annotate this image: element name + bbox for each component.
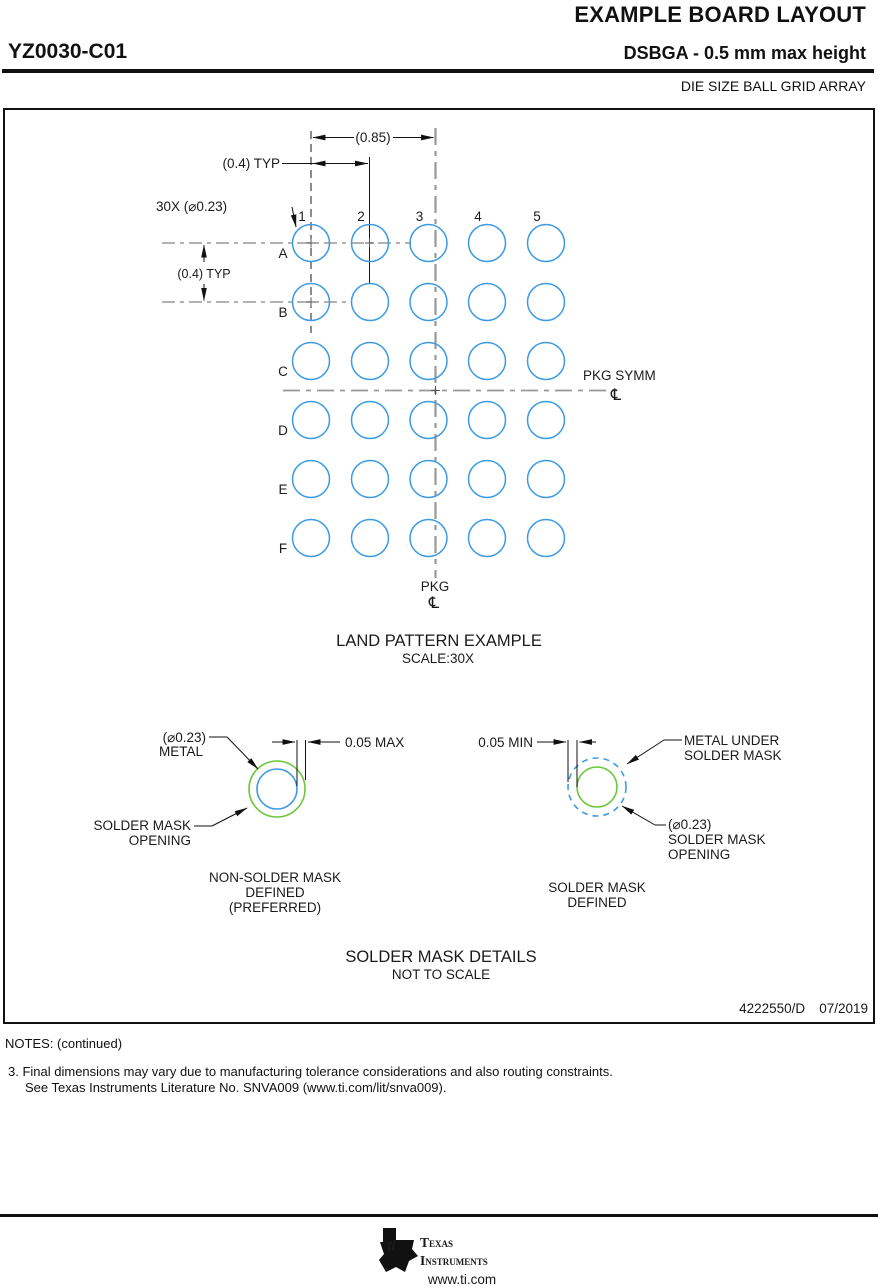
- pkg-symm: [583, 368, 656, 404]
- land-pad: [528, 520, 565, 557]
- smd-metal-label-1: METAL UNDER: [684, 733, 780, 748]
- nsmd-metal-label: METAL: [158, 744, 203, 759]
- nsmd-caption-3: (PREFERRED): [228, 900, 322, 915]
- dim-085: [313, 130, 434, 145]
- smd-detail: [478, 733, 781, 910]
- row-label-A: A: [278, 246, 288, 261]
- texas-state-icon: [379, 1228, 418, 1272]
- note-3-line-1: 3. Final dimensions may vary due to manufacturing tolerance considerations and also routing constraints.: [8, 1064, 613, 1079]
- ti-monogram: ti: [387, 1238, 396, 1253]
- land-pad: [410, 402, 447, 439]
- pkg-symm-label: PKG SYMM: [583, 368, 656, 383]
- footer-rule: [0, 1214, 878, 1217]
- land-pad: [410, 225, 447, 262]
- ball-callout-label: 30X (⌀0.23): [156, 199, 228, 214]
- package-family: DIE SIZE BALL GRID ARRAY: [680, 78, 866, 94]
- dim-04-top: [222, 156, 368, 171]
- land-pattern-scale: SCALE:30X: [401, 651, 475, 666]
- pkg-label: PKG: [420, 579, 450, 594]
- land-pad: [469, 225, 506, 262]
- nsmd-metal-leader: [227, 737, 258, 769]
- extension-lines: [311, 131, 370, 333]
- dim-04-top-label: (0.4) TYP: [222, 156, 280, 171]
- land-pattern-caption: LAND PATTERN EXAMPLE: [336, 632, 542, 650]
- notes-heading: NOTES: (continued): [5, 1036, 123, 1051]
- land-pad: [469, 402, 506, 439]
- land-pad: [410, 461, 447, 498]
- pkg-symm-centerline-symbol: ℄: [610, 385, 622, 404]
- smd-caption-1: SOLDER MASK: [548, 880, 646, 895]
- column-label-4: 4: [474, 209, 482, 224]
- nsmd-gap-label: 0.05 MAX: [345, 735, 405, 750]
- smd-open-dia-label: (⌀0.23): [668, 817, 712, 832]
- row-label-E: E: [278, 482, 288, 497]
- brand-texas: Texas: [420, 1235, 454, 1250]
- smd-opening-circle: [577, 767, 617, 807]
- land-pad: [528, 461, 565, 498]
- dim-04-left: [177, 245, 230, 301]
- land-pad: [352, 402, 389, 439]
- part-number: YZ0030-C01: [8, 40, 128, 63]
- solder-mask-details-scale: NOT TO SCALE: [391, 967, 491, 982]
- ball-callout-leader: [292, 207, 296, 227]
- ball-callout: [156, 199, 296, 227]
- land-pad: [469, 343, 506, 380]
- column-label-3: 3: [415, 209, 424, 224]
- nsmd-metal-dia-label: (⌀0.23): [162, 730, 206, 745]
- nsmd-detail: [93, 730, 404, 915]
- nsmd-mask-leader: [212, 808, 247, 826]
- land-pad: [410, 520, 447, 557]
- row-label-B: B: [278, 305, 288, 320]
- smd-metal-leader: [627, 740, 664, 764]
- nsmd-metal-circle: [257, 769, 297, 809]
- note-3-line-2: See Texas Instruments Literature No. SNVA009 (www.ti.com/lit/snva009).: [25, 1080, 447, 1095]
- revision-block: [739, 1001, 868, 1016]
- land-pad: [410, 284, 447, 321]
- page-title: EXAMPLE BOARD LAYOUT: [574, 2, 866, 27]
- nsmd-caption-1: NON-SOLDER MASK: [208, 870, 342, 885]
- land-pad: [293, 402, 330, 439]
- land-pad: [410, 343, 447, 380]
- dim-085-label: (0.85): [355, 130, 391, 145]
- plus-b1: [307, 298, 316, 307]
- smd-open-label-2: OPENING: [668, 847, 731, 862]
- row-label-C: C: [278, 364, 288, 379]
- land-pad: [352, 284, 389, 321]
- pkg-center: [421, 579, 450, 612]
- texas-state-shape: [379, 1228, 418, 1272]
- land-pad: [293, 461, 330, 498]
- land-pad: [528, 343, 565, 380]
- centerlines: [162, 128, 621, 578]
- column-label-2: 2: [357, 209, 365, 224]
- ti-url: www.ti.com: [427, 1272, 497, 1287]
- land-pad: [352, 461, 389, 498]
- plus-pkg-center: [431, 386, 440, 395]
- ball-grid: [278, 209, 564, 557]
- smd-open-label-1: SOLDER MASK: [668, 832, 766, 847]
- doc-number: 4222550/D: [739, 1001, 806, 1016]
- land-pad: [293, 343, 330, 380]
- land-pad: [469, 520, 506, 557]
- doc-date: 07/2019: [819, 1001, 868, 1016]
- smd-metal-label-2: SOLDER MASK: [684, 748, 782, 763]
- land-pad: [352, 343, 389, 380]
- land-pad: [293, 520, 330, 557]
- land-pad: [469, 284, 506, 321]
- smd-gap-label: 0.05 MIN: [478, 735, 533, 750]
- solder-mask-details-caption: SOLDER MASK DETAILS: [345, 948, 537, 966]
- land-pad: [528, 225, 565, 262]
- nsmd-mask-label-1: SOLDER MASK: [93, 818, 191, 833]
- brand-instruments: Instruments: [420, 1253, 488, 1268]
- land-pad: [469, 461, 506, 498]
- smd-caption-2: DEFINED: [567, 895, 627, 910]
- ti-logo: [365, 1226, 605, 1288]
- plus-a2: [365, 239, 374, 248]
- column-label-5: 5: [533, 209, 541, 224]
- row-label-F: F: [278, 541, 288, 556]
- row-label-D: D: [278, 423, 288, 438]
- drawing-border: [4, 109, 874, 1023]
- pkg-centerline-symbol: ℄: [428, 593, 440, 612]
- smd-open-leader: [622, 806, 655, 825]
- plus-a1: [307, 239, 316, 248]
- land-pad: [352, 520, 389, 557]
- column-label-1: 1: [298, 209, 306, 224]
- land-pad: [528, 284, 565, 321]
- package-subtitle: DSBGA - 0.5 mm max height: [623, 43, 866, 63]
- land-pad: [528, 402, 565, 439]
- dim-04-left-label: (0.4) TYP: [177, 267, 231, 281]
- nsmd-caption-2: DEFINED: [245, 885, 305, 900]
- nsmd-mask-label-2: OPENING: [128, 833, 191, 848]
